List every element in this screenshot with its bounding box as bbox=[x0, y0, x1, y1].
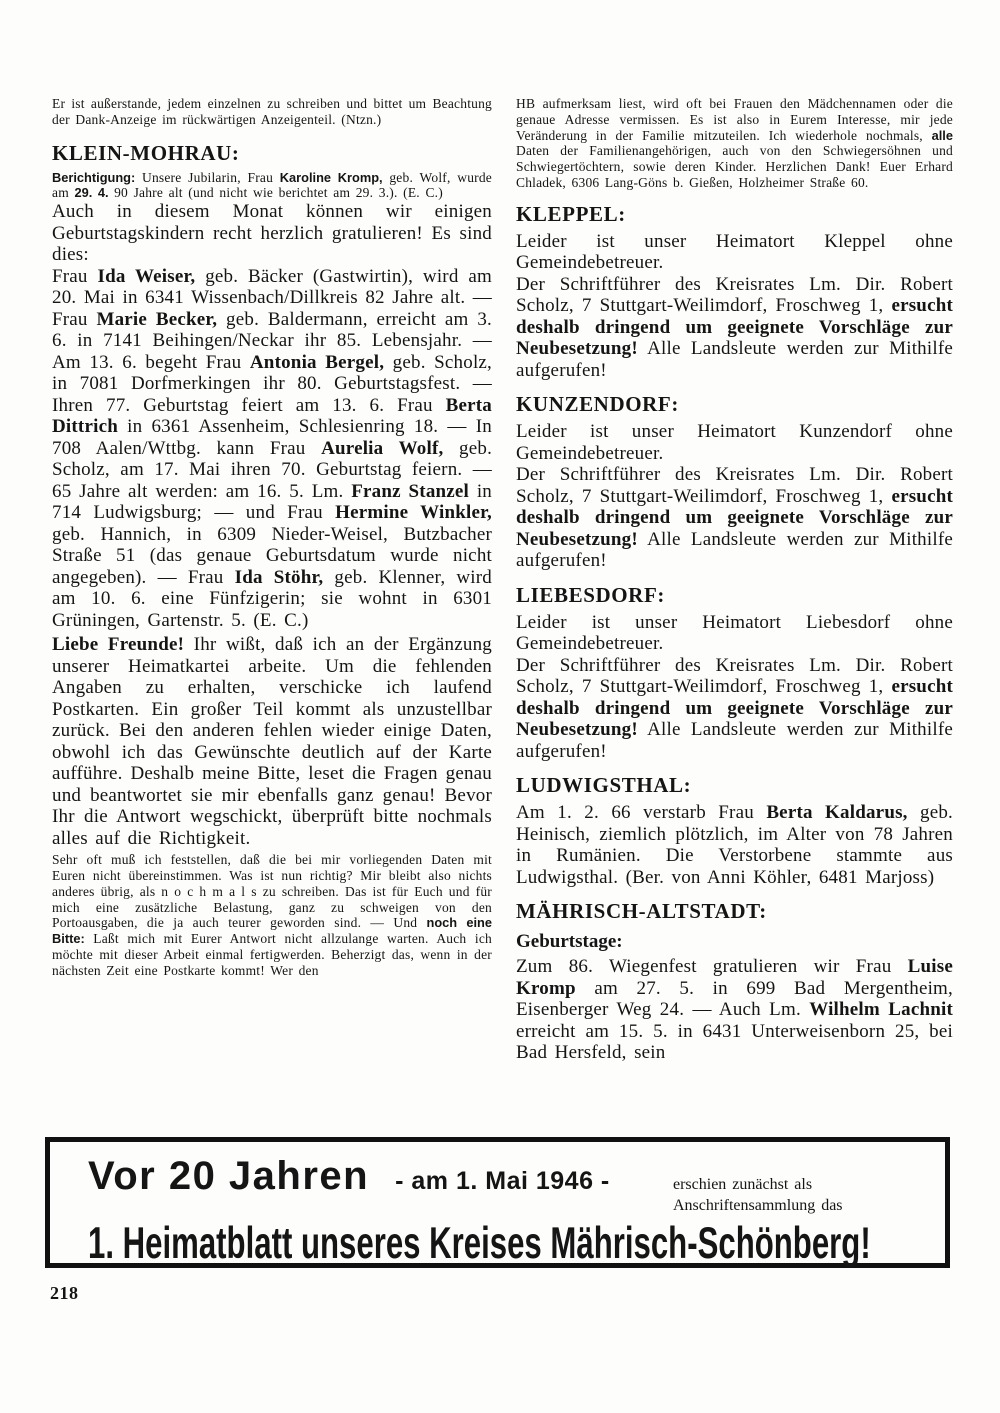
anniversary-banner bbox=[45, 1137, 950, 1268]
continuation-paragraph: HB aufmerksam liest, wird oft bei Frauen den Mädchennamen oder die genaue Adresse vermissen. Es ist also in Eurem Interesse, mir jede Veränderung in der Familie mitzuteilen. Ich wiederhole nochmals, alle Daten der Familienangehörigen, auch von den Schwiegersöhnen und Schwiegertöchtern, sowie deren Kinder. Herzlichen Dank! Euer Erhard Chladek, 6306 Lang-Göns b. Gießen, Holzheimer Straße 60. bbox=[516, 96, 953, 190]
left-column bbox=[52, 96, 492, 979]
paragraph: Leider ist unser Heimatort Kunzendorf ohne Gemeindebetreuer. bbox=[516, 421, 953, 464]
section-heading-ludwigsthal: LUDWIGSTHAL: bbox=[516, 773, 692, 798]
right-column bbox=[516, 96, 953, 1064]
section-heading-maehrisch-altstadt: MÄHRISCH-ALTSTADT: bbox=[516, 899, 767, 924]
page-number: 218 bbox=[50, 1283, 79, 1303]
section-heading-kleppel: KLEPPEL: bbox=[516, 201, 626, 226]
banner-note bbox=[673, 1174, 925, 1216]
birthdays-paragraph: Frau Ida Weiser, geb. Bäcker (Gastwirtin), wird am 20. Mai in 6341 Wissenbach/Dillkreis 82 Jahre alt. — Frau Marie Becker, geb. Baldermann, erreicht am 3. 6. in 7141 Beihingen/Neckar ihr 85. Lebensjahr. — Am 13. 6. begeht Frau Antonia Bergel, geb. Scholz, in 7081 Dorfmerkingen ihr 80. Geburtstagsfest. — Ihren 77. Geburtstag feiert am 13. 6. Frau Berta Dittrich in 6361 Assenheim, Schlesienring 18. — In 708 Aalen/Wttbg. kann Frau Aurelia Wolf, geb. Scholz, am 17. Mai ihren 70. Geburtstag feiern. — 65 Jahre alt werden: am 16. 5. Lm. Franz Stanzel in 714 Ludwigsburg; — und Frau Hermine Winkler, geb. Hannich, in 6309 Nieder-Weisel, Butzbacher Straße 51 (das genaue Geburtsdatum wurde nicht angegeben). — Frau Ida Stöhr, geb. Klenner, wird am 10. 6. eine Fünfzigerin; sie wohnt in 6301 Grüningen, Gartenstr. 5. (E. C.) bbox=[52, 265, 493, 631]
banner-date: - am 1. Mai 1946 - bbox=[395, 1167, 610, 1195]
paragraph: Der Schriftführer des Kreisrates Lm. Dir. Robert Scholz, 7 Stuttgart-Weilimdorf, Froschweg 1, ersucht deshalb dringend um geeignete Vorschläge zur Neubesetzung! Alle Landsleute werden zur Mithilfe aufgerufen! bbox=[516, 464, 953, 572]
section-heading-kunzendorf: KUNZENDORF: bbox=[516, 392, 679, 417]
paragraph: Der Schriftführer des Kreisrates Lm. Dir. Robert Scholz, 7 Stuttgart-Weilimdorf, Froschweg 1, ersucht deshalb dringend um geeignete Vorschläge zur Neubesetzung! Alle Landsleute werden zur Mithilfe aufgerufen! bbox=[516, 273, 953, 381]
paragraph: Leider ist unser Heimatort Liebesdorf ohne Gemeindebetreuer. bbox=[516, 611, 953, 655]
banner-note-line2: Anschriftensammlung das bbox=[673, 1197, 843, 1214]
banner-headline: 1. Heimatblatt unseres Kreises Mährisch-Schönberg! bbox=[88, 1219, 871, 1269]
correction-paragraph: Berichtigung: Unsere Jubilarin, Frau Karoline Kromp, geb. Wolf, wurde am 29. 4. 90 Jahre alt (und nicht wie berichtet am 29. 3.). (E. C.) bbox=[52, 169, 492, 201]
banner-top-row bbox=[88, 1154, 925, 1216]
paragraph: Der Schriftführer des Kreisrates Lm. Dir. Robert Scholz, 7 Stuttgart-Weilimdorf, Froschweg 1, ersucht deshalb dringend um geeignete Vorschläge zur Neubesetzung! Alle Landsleute werden zur Mithilfe aufgerufen! bbox=[516, 654, 953, 762]
paragraph: Leider ist unser Heimatort Kleppel ohne Gemeindebetreuer. bbox=[516, 230, 953, 274]
intro-note-paragraph: Er ist außerstande, jedem einzelnen zu schreiben und bittet um Beachtung der Dank-Anzeige im rückwärtigen Anzeigenteil. (Ntzn.) bbox=[52, 96, 492, 127]
paragraph: Auch in diesem Monat können wir einigen Geburtstagskindern recht herzlich gratulieren! Es sind dies: bbox=[52, 201, 492, 266]
paragraph: Zum 86. Wiegenfest gratulieren wir Frau Luise Kromp am 27. 5. in 699 Bad Mergentheim, Eisenberger Weg 24. — Auch Lm. Wilhelm Lachnit erreicht am 15. 5. in 6431 Unterweisenborn 25, bei Bad Hersfeld, sein bbox=[516, 956, 953, 1064]
section-heading-klein-mohrau: KLEIN-MOHRAU: bbox=[52, 140, 240, 165]
banner-title: Vor 20 Jahren bbox=[88, 1154, 370, 1198]
section-heading-liebesdorf: LIEBESDORF: bbox=[516, 582, 665, 607]
subheading-geburtstage: Geburtstage: bbox=[516, 931, 623, 953]
obituary-paragraph: Am 1. 2. 66 verstarb Frau Berta Kaldarus, geb. Heinisch, ziemlich plötzlich, im Alter von 78 Jahren in Rumänien. Die Verstorbene stammte aus Ludwigsthal. (Ber. von Anni Köhler, 6481 Marjoss) bbox=[516, 802, 954, 888]
data-request-paragraph: Sehr oft muß ich feststellen, daß die bei mir vorliegenden Daten mit Euren nicht übereinstimmen. Was ist nun richtig? Mir bleibt also nichts anderes übrig, als n o c h m a l s zu schreiben. Das ist für Euch und für mich eine zusätzliche Belastung, ganz zu schweigen von den Portoausgaben, die ja auch teurer geworden sind. — Und noch eine Bitte: Laßt mich mit Eurer Antwort nicht allzulange warten. Auch ich möchte mit dieser Arbeit einmal fertigwerden. Beherzigt das, wenn in der nächsten Zeit eine Postkarte kommt! Wer den bbox=[52, 852, 492, 978]
liebe-freunde-paragraph: Liebe Freunde! Ihr wißt, daß ich an der Ergänzung unserer Heimatkartei arbeite. Um die fehlenden Angaben zu erhalten, verschicke ich laufend Postkarten. Ein großer Teil kommt als unzustellbar zurück. Bei den anderen fehlen wieder einige Daten, obwohl ich das Gewünschte deutlich auf der Karte aufführe. Deshalb meine Bitte, leset die Fragen genau und beantwortet sie mir ebenfalls ganz genau! Bevor Ihr die Antwort wegschickt, überprüft bitte nochmals alles auf die Richtigkeit. bbox=[52, 634, 492, 849]
banner-note-line1: erschien zunächst als bbox=[673, 1176, 813, 1193]
